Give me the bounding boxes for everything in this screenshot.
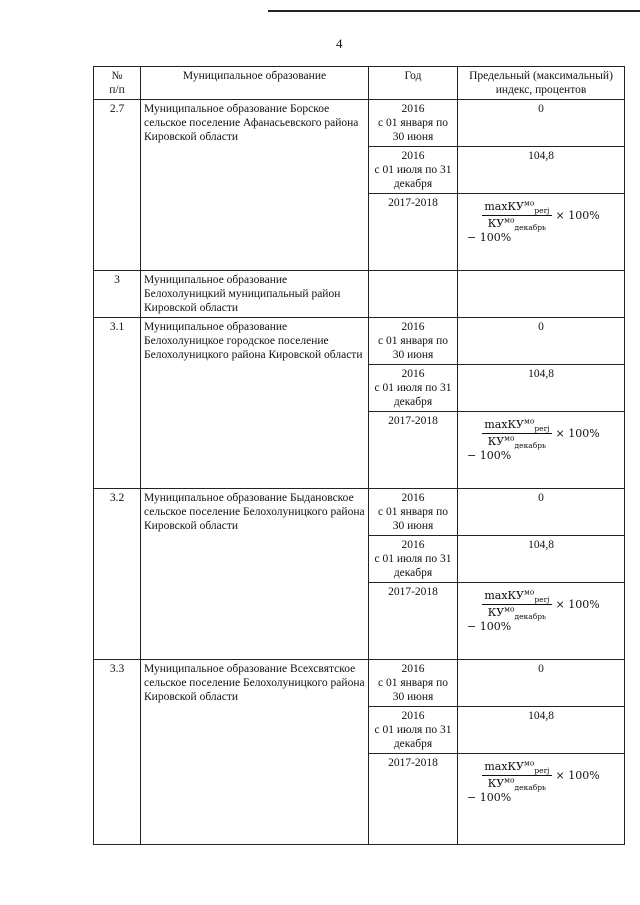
year-cell: 2016 с 01 июля по 31 декабря [369, 365, 458, 412]
table-row [94, 660, 625, 707]
index-value: 0 [458, 489, 625, 536]
index-value: 0 [458, 318, 625, 365]
year-cell: 2016 с 01 января по 30 июня [369, 489, 458, 536]
table-row [94, 100, 625, 147]
year-cell: 2016 с 01 июля по 31 декабря [369, 707, 458, 754]
index-formula: $\frac{\max КУ^{мо}_{perj}}{КУ^{мо}_{декабрь}}$ × 100% − 100% [458, 412, 625, 489]
year-cell [369, 271, 458, 318]
index-formula: $\frac{\max КУ^{мо}_{perj}}{КУ^{мо}_{декабрь}}$ × 100% − 100% [458, 194, 625, 271]
header-municipality: Муниципальное образование [141, 67, 369, 100]
row-number: 2.7 [94, 100, 141, 271]
page-number: 4 [336, 36, 343, 51]
row-number: 3.2 [94, 489, 141, 660]
municipality-name: Муниципальное образование Белохолуницкий муниципальный район Кировской области [141, 271, 369, 318]
year-cell: 2017-2018 [369, 583, 458, 660]
row-number: 3.3 [94, 660, 141, 845]
year-cell: 2016 с 01 января по 30 июня [369, 318, 458, 365]
index-formula: $\frac{\max КУ^{мо}_{perj}}{КУ^{мо}_{декабрь}}$ × 100% − 100% [458, 754, 625, 845]
index-formula: $\frac{\max КУ^{мо}_{perj}}{КУ^{мо}_{декабрь}}$ × 100% − 100% [458, 583, 625, 660]
year-cell: 2016 с 01 июля по 31 декабря [369, 147, 458, 194]
header-year: Год [369, 67, 458, 100]
municipality-name: Муниципальное образование Белохолуницкое городское поселение Белохолуницкого района Кировской области [141, 318, 369, 489]
header-index: Предельный (максимальный) индекс, процентов [458, 67, 625, 100]
year-cell: 2016 с 01 января по 30 июня [369, 660, 458, 707]
year-cell: 2016 с 01 января по 30 июня [369, 100, 458, 147]
municipality-name: Муниципальное образование Борское сельское поселение Афанасьевского района Кировской области [141, 100, 369, 271]
header-num: № п/п [94, 67, 141, 100]
index-value: 104,8 [458, 147, 625, 194]
year-cell: 2017-2018 [369, 412, 458, 489]
index-table [93, 66, 625, 845]
index-value: 104,8 [458, 536, 625, 583]
year-cell: 2017-2018 [369, 754, 458, 845]
municipality-name: Муниципальное образование Быдановское сельское поселение Белохолуницкого района Кировской области [141, 489, 369, 660]
table-row [94, 318, 625, 365]
index-value: 104,8 [458, 707, 625, 754]
row-number: 3.1 [94, 318, 141, 489]
row-number: 3 [94, 271, 141, 318]
index-value: 0 [458, 100, 625, 147]
year-cell: 2017-2018 [369, 194, 458, 271]
index-value: 0 [458, 660, 625, 707]
table-row [94, 489, 625, 536]
table-row [94, 271, 625, 318]
index-value: 104,8 [458, 365, 625, 412]
municipality-name: Муниципальное образование Всехсвятское сельское поселение Белохолуницкого района Кировской области [141, 660, 369, 845]
top-rule [268, 10, 640, 12]
table-header-row [94, 67, 625, 100]
index-value [458, 271, 625, 318]
year-cell: 2016 с 01 июля по 31 декабря [369, 536, 458, 583]
